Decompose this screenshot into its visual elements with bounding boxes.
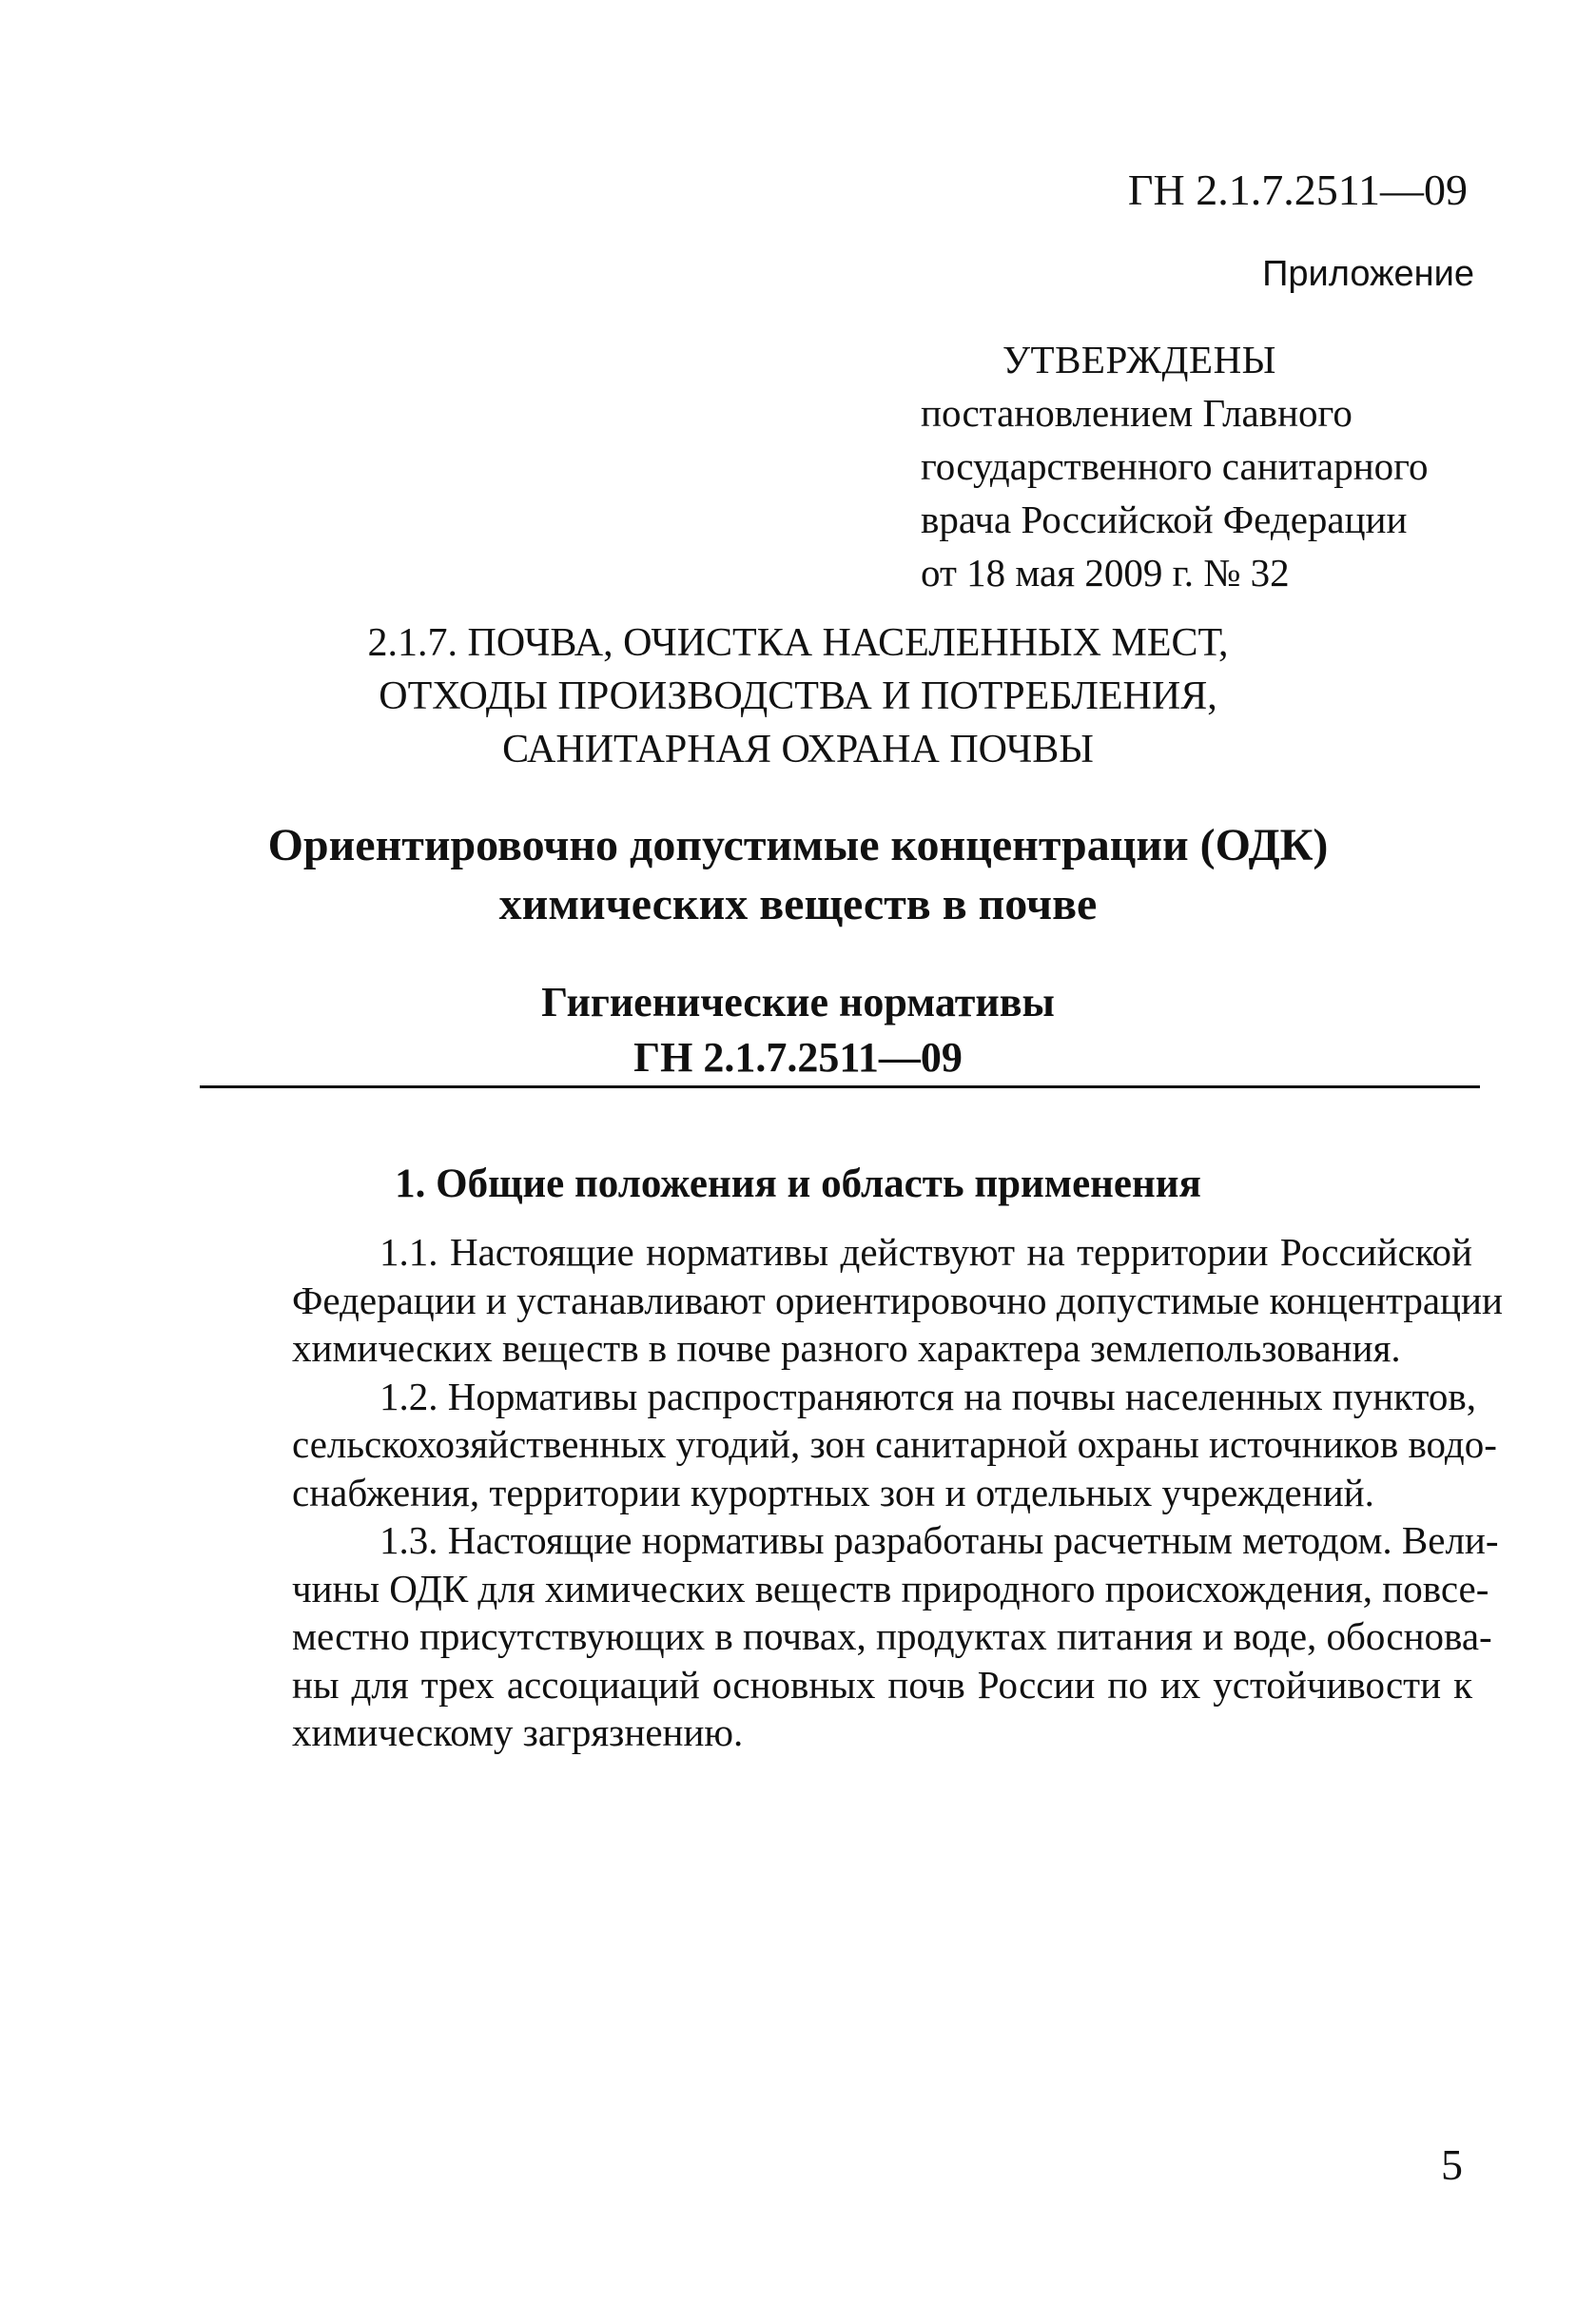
section-heading-line: 2.1.7. ПОЧВА, ОЧИСТКА НАСЕЛЕННЫХ МЕСТ, (367, 621, 1229, 665)
norms-title (0, 975, 1596, 1085)
text-line: местно присутствующих в почвах, продуктах питания и воде, обоснова- (292, 1614, 1492, 1658)
appendix-label: Приложение (1262, 254, 1474, 294)
approval-block (921, 333, 1510, 599)
text-line: сельскохозяйственных угодий, зон санитарной охраны источников водо- (292, 1422, 1497, 1466)
paragraph-1-3 (204, 1516, 1499, 1757)
approval-line: врача Российской Федерации (921, 498, 1408, 541)
norms-title-code: ГН 2.1.7.2511—09 (633, 1034, 963, 1081)
approval-line: от 18 мая 2009 г. № 32 (921, 551, 1290, 595)
text-line: химическому загрязнению. (292, 1710, 744, 1754)
paragraph-1-1 (204, 1228, 1503, 1373)
text-line: 1.3. Настоящие нормативы разработаны расчетным методом. Вели- (380, 1518, 1499, 1562)
chapter-title: 1. Общие положения и область применения (395, 1162, 1201, 1206)
text-line: химических веществ в почве разного характера землепользования. (292, 1326, 1401, 1370)
text-line: чины ОДК для химических веществ природного происхождения, повсе- (292, 1566, 1489, 1611)
document-code: ГН 2.1.7.2511—09 (1127, 166, 1468, 214)
page-number: 5 (1441, 2140, 1463, 2189)
main-title-line: Ориентировочно допустимые концентрации (ОДК) (267, 820, 1329, 870)
text-line: 1.2. Нормативы распространяются на почвы населенных пунктов, (380, 1374, 1477, 1418)
paragraph-1-2 (204, 1373, 1497, 1517)
main-title-line: химических веществ в почве (498, 879, 1098, 929)
text-line: Федерации и устанавливают ориентировочно допустимые концентрации (292, 1278, 1503, 1322)
text-line: снабжения, территории курортных зон и отдельных учреждений. (292, 1470, 1374, 1514)
section-heading-line: САНИТАРНАЯ ОХРАНА ПОЧВЫ (502, 728, 1094, 771)
section-heading (0, 616, 1596, 776)
norms-title-line: Гигиенические нормативы (541, 979, 1055, 1025)
text-line: ны для трех ассоциаций основных почв России по их устойчивости к (292, 1662, 1472, 1707)
text-line: 1.1. Настоящие нормативы действуют на территории Российской (380, 1230, 1472, 1274)
horizontal-divider (200, 1085, 1480, 1088)
approval-title: УТВЕРЖДЕНЫ (1002, 338, 1276, 381)
approval-line: постановлением Главного (921, 391, 1353, 435)
chapter-body (204, 1228, 1503, 1757)
section-heading-line: ОТХОДЫ ПРОИЗВОДСТВА И ПОТРЕБЛЕНИЯ, (379, 674, 1217, 718)
approval-line: государственного санитарного (921, 444, 1429, 488)
main-title (0, 816, 1596, 934)
